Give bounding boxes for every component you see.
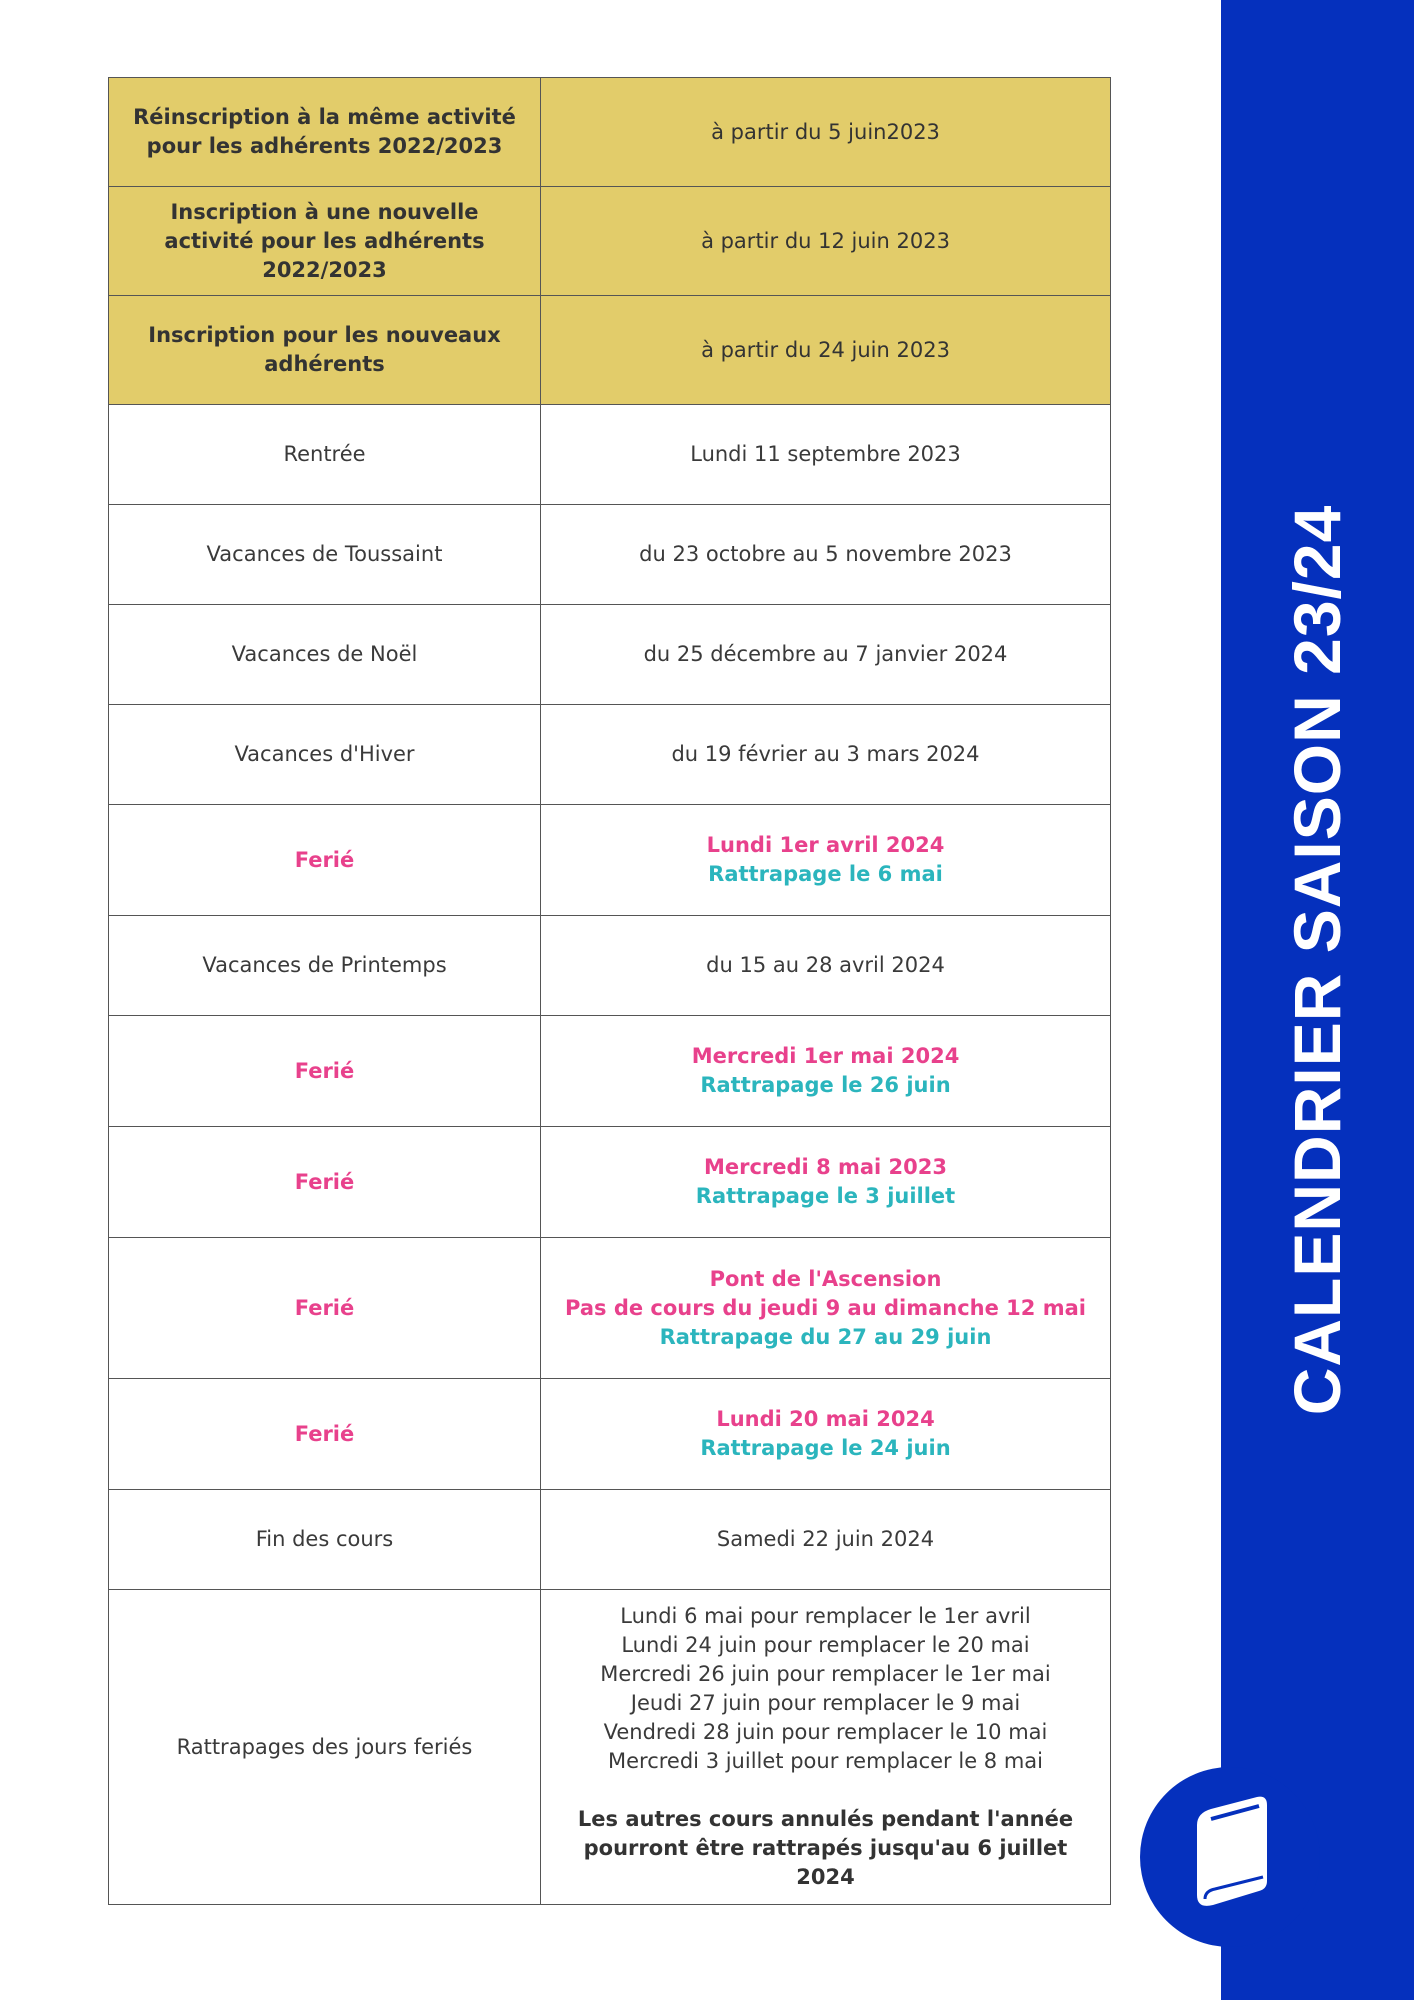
makeup-note: Les autres cours annulés pendant l'année pourront être rattrapés jusqu'au 6 juillet 2024: [577, 1807, 1074, 1889]
makeup-date: Rattrapage du 27 au 29 juin: [659, 1324, 992, 1349]
holiday-date: Lundi 1er avril 2024: [706, 833, 945, 857]
row-value: du 19 février au 3 mars 2024: [541, 705, 1111, 805]
row-label: Ferié: [109, 805, 541, 916]
row-label: Inscription à une nouvelle activité pour les adhérents 2022/2023: [109, 187, 541, 296]
row-value: du 23 octobre au 5 novembre 2023: [541, 505, 1111, 605]
makeup-line: Mercredi 26 juin pour remplacer le 1er mai: [600, 1662, 1051, 1686]
holiday-date: Lundi 20 mai 2024: [716, 1407, 935, 1431]
holiday-date: Pont de l'Ascension: [709, 1266, 942, 1291]
row-value: Lundi 11 septembre 2023: [541, 405, 1111, 505]
makeup-line: Jeudi 27 juin pour remplacer le 9 mai: [630, 1691, 1021, 1715]
table-row: [109, 705, 1111, 805]
makeup-line: Vendredi 28 juin pour remplacer le 10 mai: [603, 1720, 1048, 1744]
table-row: [109, 296, 1111, 405]
row-label: Ferié: [109, 1016, 541, 1127]
book-icon: [1187, 1795, 1277, 1915]
row-label: Réinscription à la même activité pour les adhérents 2022/2023: [109, 78, 541, 187]
makeup-line: Mercredi 3 juillet pour remplacer le 8 mai: [608, 1749, 1043, 1773]
row-label: Ferié: [109, 1379, 541, 1490]
row-label: Vacances de Toussaint: [109, 505, 541, 605]
row-label: Inscription pour les nouveaux adhérents: [109, 296, 541, 405]
row-value: [541, 1016, 1111, 1127]
row-label: Fin des cours: [109, 1490, 541, 1590]
row-value: à partir du 5 juin2023: [541, 78, 1111, 187]
row-value: [541, 1238, 1111, 1379]
table-row: [109, 916, 1111, 1016]
table-row: [109, 1238, 1111, 1379]
row-label: Vacances d'Hiver: [109, 705, 541, 805]
row-label: Vacances de Noël: [109, 605, 541, 705]
row-value: du 25 décembre au 7 janvier 2024: [541, 605, 1111, 705]
table-row: [109, 505, 1111, 605]
table-row: [109, 1016, 1111, 1127]
table-row: [109, 1490, 1111, 1590]
table-row: [109, 605, 1111, 705]
table-row: [109, 78, 1111, 187]
row-value: à partir du 12 juin 2023: [541, 187, 1111, 296]
table-row: [109, 187, 1111, 296]
row-label: Vacances de Printemps: [109, 916, 541, 1016]
makeup-date: Rattrapage le 24 juin: [700, 1436, 951, 1460]
page-title: CALENDRIER SAISON 23/24: [1280, 504, 1354, 1416]
row-value: [541, 805, 1111, 916]
table-row: [109, 1379, 1111, 1490]
row-label: Rattrapages des jours feriés: [109, 1590, 541, 1905]
row-value: [541, 1590, 1111, 1905]
row-value: Samedi 22 juin 2024: [541, 1490, 1111, 1590]
row-value: [541, 1127, 1111, 1238]
holiday-detail: Pas de cours du jeudi 9 au dimanche 12 mai: [565, 1295, 1086, 1320]
book-badge: [1140, 1767, 1320, 1947]
row-value: à partir du 24 juin 2023: [541, 296, 1111, 405]
table-row: [109, 1127, 1111, 1238]
table-row: [109, 805, 1111, 916]
calendar-table: [108, 77, 1111, 1905]
row-label: Ferié: [109, 1127, 541, 1238]
makeup-date: Rattrapage le 3 juillet: [695, 1184, 956, 1208]
makeup-date: Rattrapage le 6 mai: [708, 862, 943, 886]
table-row: [109, 1590, 1111, 1905]
holiday-date: Mercredi 1er mai 2024: [691, 1044, 960, 1068]
row-value: du 15 au 28 avril 2024: [541, 916, 1111, 1016]
makeup-line: Lundi 6 mai pour remplacer le 1er avril: [620, 1604, 1031, 1628]
row-label: Rentrée: [109, 405, 541, 505]
holiday-date: Mercredi 8 mai 2023: [703, 1155, 948, 1179]
row-value: [541, 1379, 1111, 1490]
makeup-date: Rattrapage le 26 juin: [700, 1073, 951, 1097]
makeup-line: Lundi 24 juin pour remplacer le 20 mai: [621, 1633, 1030, 1657]
spacer: [555, 1776, 1096, 1805]
table-row: [109, 405, 1111, 505]
row-label: Ferié: [109, 1238, 541, 1379]
